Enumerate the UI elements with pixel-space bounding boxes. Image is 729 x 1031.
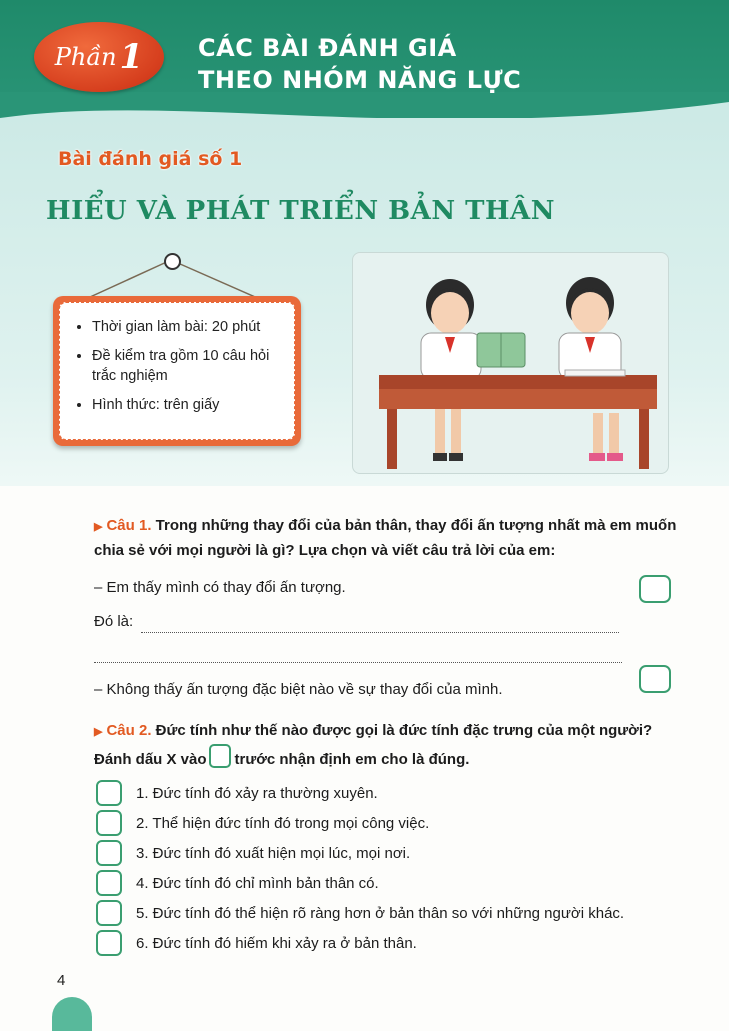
question-1-option-2-checkbox[interactable] <box>639 665 671 693</box>
part-number: 1 <box>119 37 144 77</box>
question-2-option-3-text: 3. Đức tính đó xuất hiện mọi lúc, mọi nơi. <box>136 844 411 862</box>
question-2-option-2 <box>96 808 684 838</box>
question-2-instruction-before: Đánh dấu X vào <box>94 751 207 768</box>
students-reading-illustration <box>352 252 669 474</box>
hook-icon <box>164 253 181 270</box>
bullet-arrow-icon: ▶ <box>94 521 103 533</box>
question-2-option-3 <box>96 838 684 868</box>
assessment-label: Bài đánh giá số 1 <box>58 148 243 170</box>
info-board <box>53 296 301 446</box>
question-1-detail-line2 <box>94 641 684 671</box>
question-2-instruction-after: trước nhận định em cho là đúng. <box>234 751 470 768</box>
question-2-instruction <box>94 744 684 772</box>
question-1-option-1 <box>94 577 684 609</box>
question-2-option-5-checkbox[interactable] <box>96 900 122 926</box>
answer-line-1[interactable] <box>141 618 619 633</box>
question-1-detail-label: Đó là: <box>94 613 134 630</box>
question-2-option-1-text: 1. Đức tính đó xảy ra thường xuyên. <box>136 784 378 802</box>
question-2-option-1 <box>96 778 684 808</box>
answer-line-2[interactable] <box>94 648 622 663</box>
question-2-option-6-text: 6. Đức tính đó hiếm khi xảy ra ở bản thân. <box>136 934 417 952</box>
question-1-detail <box>94 611 684 641</box>
question-2-option-5-text: 5. Đức tính đó thể hiện rõ ràng hơn ở bản thân so với những người khác. <box>136 904 625 922</box>
question-1-option-1-checkbox[interactable] <box>639 575 671 603</box>
question-1-option-2-text: – Không thấy ấn tượng đặc biệt nào về sự thay đổi của mình. <box>94 681 503 698</box>
info-item-format: • Hình thức: trên giấy <box>92 395 284 415</box>
info-item-time: • Thời gian làm bài: 20 phút <box>92 317 284 337</box>
assessment-title: HIỂU VÀ PHÁT TRIỂN BẢN THÂN <box>46 196 555 226</box>
part-word: Phần <box>54 43 117 71</box>
question-2-option-4-text: 4. Đức tính đó chỉ mình bản thân có. <box>136 874 379 892</box>
question-1-option-2 <box>94 679 684 715</box>
question-2-option-4-checkbox[interactable] <box>96 870 122 896</box>
question-1 <box>94 514 684 563</box>
info-list <box>60 303 294 415</box>
question-2 <box>94 719 684 744</box>
part-badge <box>34 22 164 92</box>
info-item-questions: • Đề kiểm tra gồm 10 câu hỏi trắc nghiệm <box>92 346 284 386</box>
question-1-option-1-text: – Em thấy mình có thay đổi ấn tượng. <box>94 579 346 596</box>
question-2-option-4 <box>96 868 684 898</box>
question-2-option-2-checkbox[interactable] <box>96 810 122 836</box>
questions-section <box>94 514 684 958</box>
question-2-number: Câu 2. <box>106 722 152 739</box>
section-title <box>198 32 521 96</box>
bullet-arrow-icon: ▶ <box>94 726 103 738</box>
question-2-option-6 <box>96 928 684 958</box>
section-title-line1: CÁC BÀI ĐÁNH GIÁ <box>198 34 457 62</box>
question-2-option-5 <box>96 898 684 928</box>
page-number: 4 <box>57 972 66 989</box>
question-1-number: Câu 1. <box>106 517 152 534</box>
question-2-option-2-text: 2. Thể hiện đức tính đó trong mọi công việc. <box>136 814 430 832</box>
question-2-text: Đức tính như thế nào được gọi là đức tính đặc trưng của một người? <box>155 722 653 739</box>
question-1-text: Trong những thay đổi của bản thân, thay đổi ấn tượng nhất mà em muốn chia sẻ với mọi người là gì? Lựa chọn và viết câu trả lời của em: <box>94 517 677 559</box>
question-2-option-1-checkbox[interactable] <box>96 780 122 806</box>
example-checkbox-icon <box>209 744 231 768</box>
section-title-line2: THEO NHÓM NĂNG LỰC <box>198 66 522 94</box>
question-2-option-6-checkbox[interactable] <box>96 930 122 956</box>
footer-tab <box>52 997 92 1031</box>
question-2-option-3-checkbox[interactable] <box>96 840 122 866</box>
